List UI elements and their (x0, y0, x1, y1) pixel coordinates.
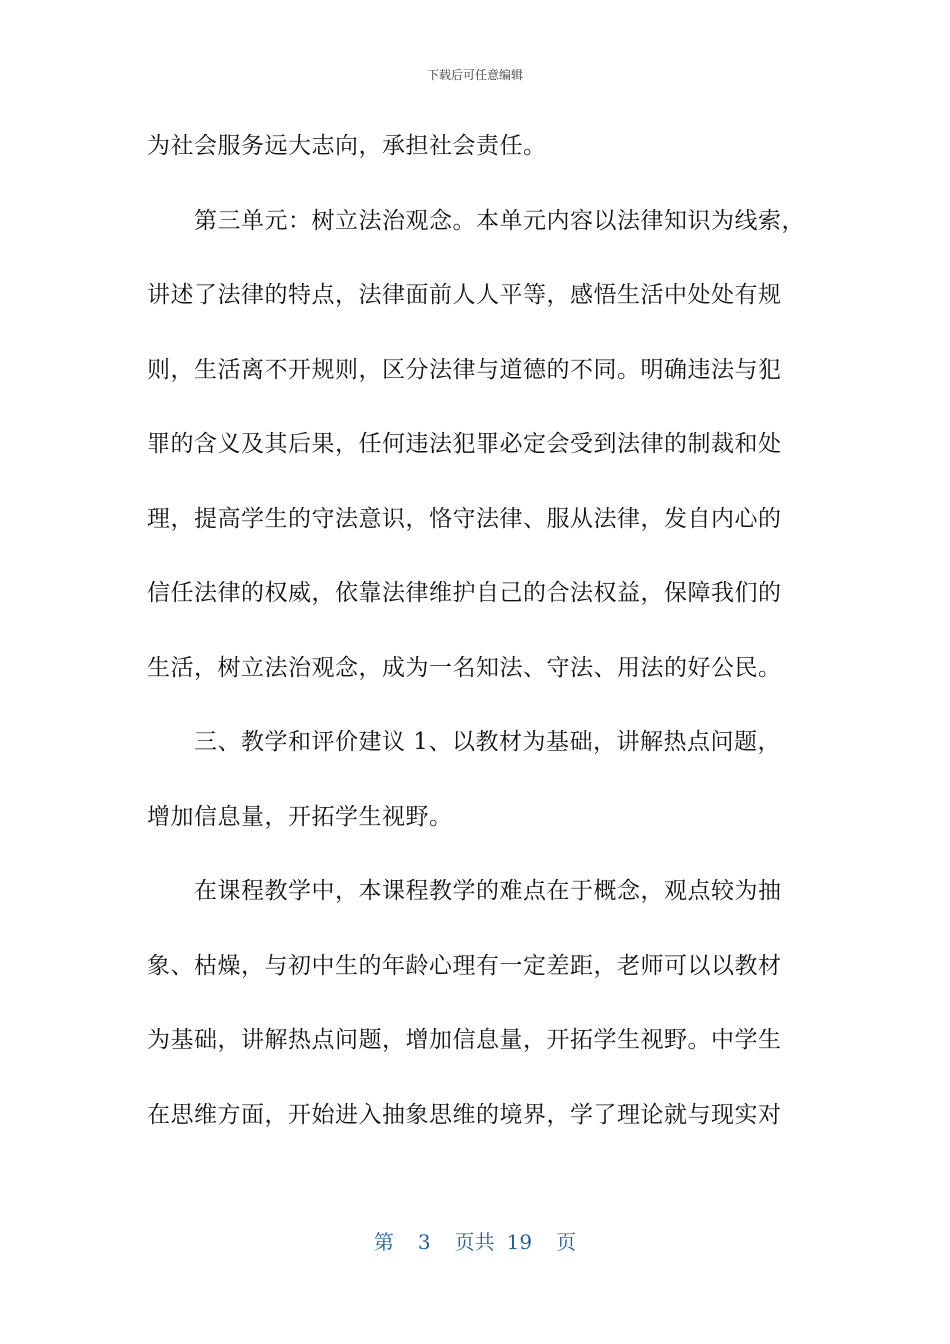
text-line: 信任法律的权威，依靠法律维护自己的合法权益，保障我们的 (147, 580, 782, 606)
document-body (147, 109, 807, 1152)
text-line: 三、教学和评价建议 1、以教材为基础，讲解热点问题， (194, 729, 781, 755)
text-line: 则，生活离不开规则，区分法律与道德的不同。明确违法与犯 (147, 356, 782, 383)
text-line: 讲述了法律的特点，法律面前人人平等，感悟生活中处处有规 (147, 282, 782, 308)
page-header: 下载后可任意编辑 (426, 68, 523, 82)
footer-middle: 页共 (454, 1230, 495, 1254)
text-line: 在思维方面，开始进入抽象思维的境界，学了理论就与现实对 (147, 1101, 782, 1128)
text-line: 为基础，讲解热点问题，增加信息量，开拓学生视野。中学生 (147, 1027, 782, 1053)
footer-total-pages: 19 (506, 1230, 533, 1254)
text-line: 生活，树立法治观念，成为一名知法、守法、用法的好公民。 (147, 654, 782, 681)
text-line: 理，提高学生的守法意识，恪守法律、服从法律，发自内心的 (147, 505, 782, 532)
text-line: 象、枯燥，与初中生的年龄心理有一定差距，老师可以以教材 (147, 952, 782, 979)
footer-prefix: 第 (373, 1230, 394, 1254)
page-footer (0, 1226, 950, 1255)
text-line: 在课程教学中，本课程教学的难点在于概念，观点较为抽 (194, 878, 782, 904)
text-line: 增加信息量，开拓学生视野。 (147, 803, 453, 830)
text-line: 为社会服务远大志向，承担社会责任。 (147, 133, 547, 159)
text-line: 罪的含义及其后果，任何违法犯罪必定会受到法律的制裁和处 (147, 431, 782, 457)
text-line: 第三单元：树立法治观念。本单元内容以法律知识为线索， (194, 207, 805, 234)
footer-page-number: 3 (417, 1230, 431, 1254)
footer-suffix: 页 (556, 1230, 577, 1254)
